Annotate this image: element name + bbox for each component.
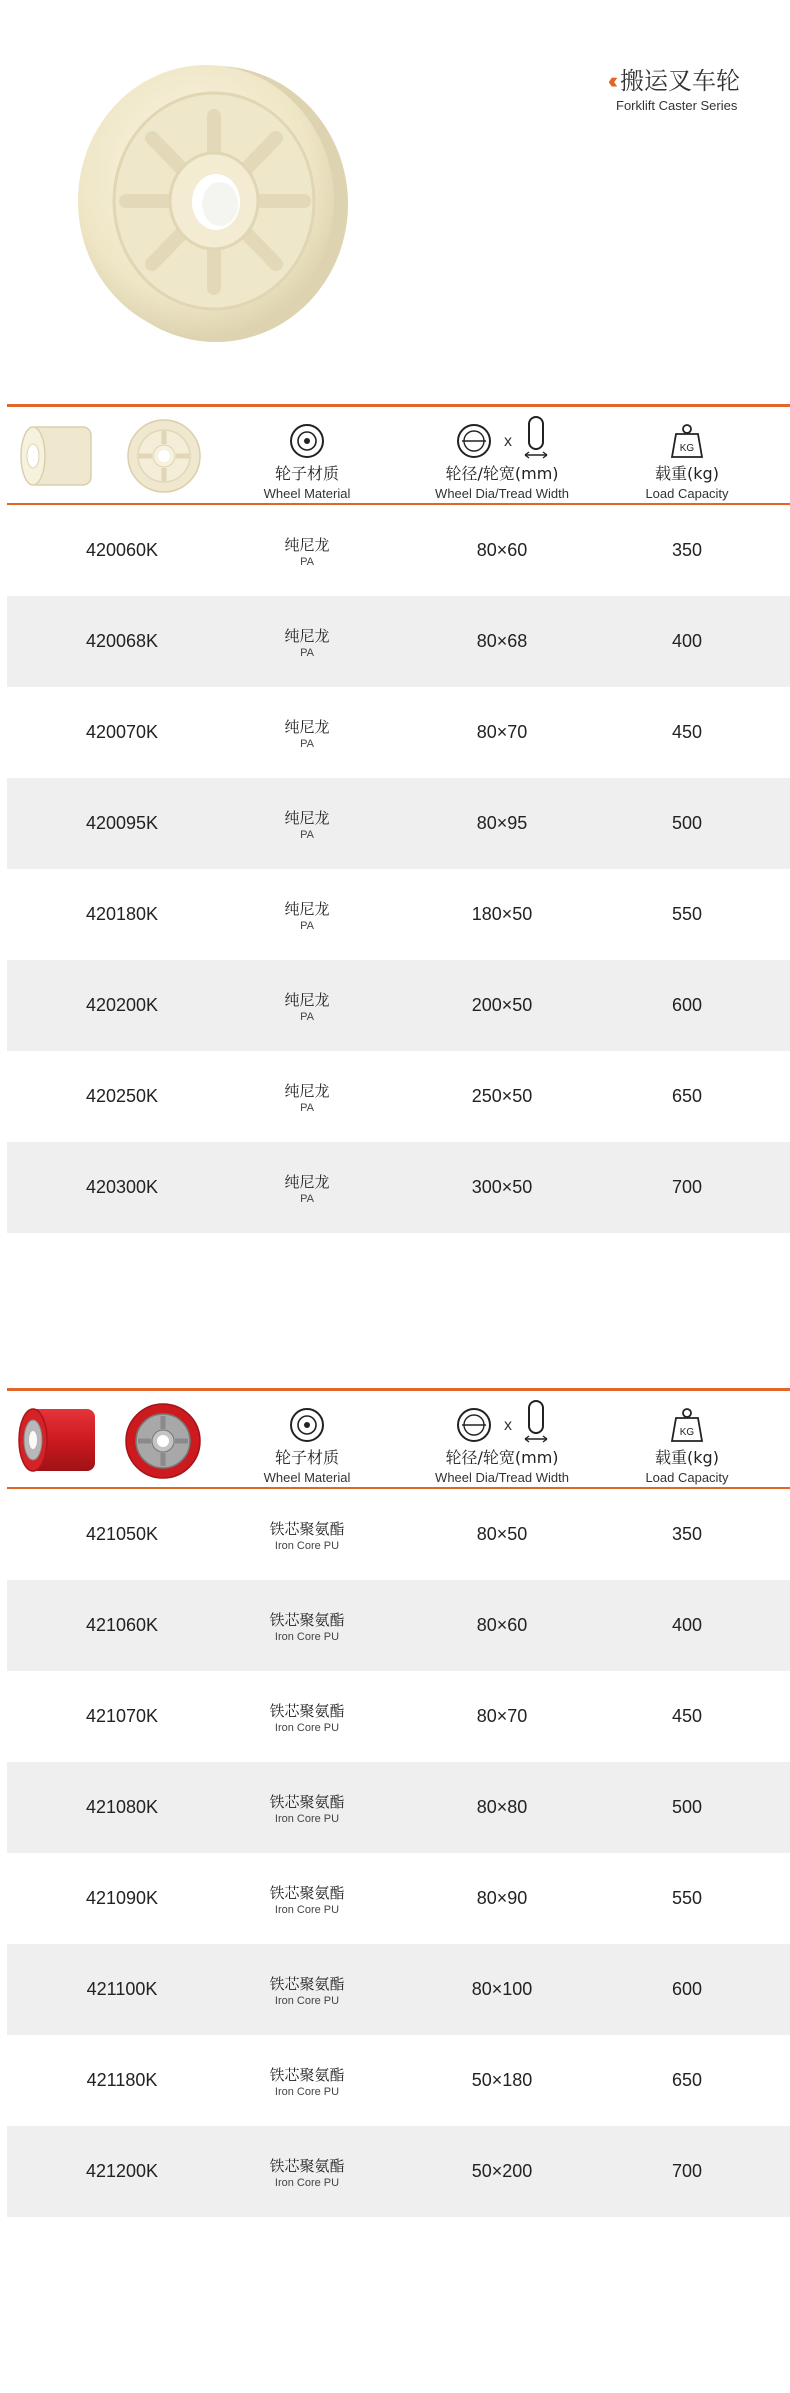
table-row	[7, 1944, 790, 2035]
material-en: PA	[300, 646, 314, 659]
header-dia-zh: 轮径/轮宽(mm)	[445, 1448, 559, 1467]
header-material-en: Wheel Material	[263, 486, 351, 501]
wheel-dimension: 80×50	[476, 1524, 528, 1544]
material-en: Iron Core PU	[274, 1903, 340, 1916]
material-en: PA	[300, 737, 314, 750]
table-row	[7, 869, 790, 960]
wheel-diameter-icon	[456, 1407, 492, 1443]
weight-kg-icon	[670, 423, 704, 459]
material-zh: 纯尼龙	[284, 1172, 330, 1191]
hero-nylon-wheel-image	[64, 56, 354, 346]
wheel-diameter-icon	[456, 423, 492, 459]
column-load-capacity	[612, 1391, 762, 1487]
material-cell	[237, 1762, 377, 1853]
wheel-dimension: 80×70	[476, 1706, 528, 1726]
product-code: 421070K	[85, 1706, 159, 1726]
column-wheel-dimensions	[402, 407, 602, 503]
table-row	[7, 778, 790, 869]
product-code: 420300K	[85, 1177, 159, 1197]
load-capacity: 500	[671, 813, 703, 833]
nylon-table	[7, 404, 790, 1233]
load-capacity: 400	[671, 631, 703, 651]
wheel-dimension: 80×70	[476, 722, 528, 742]
brand-subtitle: Forklift Caster Series	[616, 98, 738, 114]
wheel-dimension: 80×80	[476, 1797, 528, 1817]
product-code: 420200K	[85, 995, 159, 1015]
material-en: Iron Core PU	[274, 1539, 340, 1552]
material-zh: 纯尼龙	[284, 626, 330, 645]
header-load-en: Load Capacity	[645, 1470, 729, 1485]
material-cell	[237, 1489, 377, 1580]
header-material-zh: 轮子材质	[274, 464, 339, 483]
table-row	[7, 596, 790, 687]
material-cell	[237, 960, 377, 1051]
load-capacity: 600	[671, 1979, 703, 1999]
table-row	[7, 505, 790, 596]
material-cell	[237, 1051, 377, 1142]
product-code: 421050K	[85, 1524, 159, 1544]
wheel-dimension: 200×50	[471, 995, 533, 1015]
material-en: PA	[300, 1010, 314, 1023]
wheel-dimension: 180×50	[471, 904, 533, 924]
load-capacity: 600	[671, 995, 703, 1015]
material-zh: 铁芯聚氨酯	[269, 1974, 345, 1993]
load-capacity: 700	[671, 2161, 703, 2181]
material-cell	[237, 2035, 377, 2126]
header-material-en: Wheel Material	[263, 1470, 351, 1485]
times-sign: x	[504, 433, 512, 450]
material-cell	[237, 1671, 377, 1762]
header-load-en: Load Capacity	[645, 486, 729, 501]
material-cell	[237, 869, 377, 960]
weight-kg-icon	[670, 1407, 704, 1443]
material-cell	[237, 596, 377, 687]
product-thumbnails	[7, 1391, 237, 1487]
material-zh: 纯尼龙	[284, 808, 330, 827]
load-capacity: 650	[671, 2070, 703, 2090]
material-zh: 铁芯聚氨酯	[269, 1792, 345, 1811]
product-code: 421180K	[86, 2070, 158, 2090]
material-en: Iron Core PU	[274, 1630, 340, 1643]
material-cell	[237, 1580, 377, 1671]
pu-wheel-side-thumbnail	[15, 1403, 109, 1477]
kg-badge-text: KG	[679, 443, 695, 454]
material-en: PA	[300, 555, 314, 568]
load-capacity: 450	[671, 722, 703, 742]
product-code: 420095K	[85, 813, 159, 833]
material-zh: 纯尼龙	[284, 717, 330, 736]
product-code: 420060K	[85, 540, 159, 560]
header-dia-zh: 轮径/轮宽(mm)	[445, 464, 559, 483]
load-capacity: 550	[671, 904, 703, 924]
material-cell	[237, 2126, 377, 2217]
load-capacity: 650	[671, 1086, 703, 1106]
table-row	[7, 1580, 790, 1671]
product-code: 420180K	[85, 904, 159, 924]
material-en: PA	[300, 828, 314, 841]
wheel-front-icon	[289, 423, 325, 459]
load-capacity: 450	[671, 1706, 703, 1726]
wheel-dimension: 80×90	[476, 1888, 528, 1908]
material-en: PA	[300, 1101, 314, 1114]
wheel-dimension: 250×50	[471, 1086, 533, 1106]
header-dia-en: Wheel Dia/Tread Width	[435, 1470, 569, 1485]
material-en: Iron Core PU	[274, 1994, 340, 2007]
wheel-dimension: 80×95	[476, 813, 528, 833]
table-body	[7, 505, 790, 1233]
material-zh: 铁芯聚氨酯	[269, 2156, 345, 2175]
load-capacity: 400	[671, 1615, 703, 1635]
table-row	[7, 1762, 790, 1853]
material-zh: 纯尼龙	[284, 899, 330, 918]
wheel-dimension: 300×50	[471, 1177, 533, 1197]
material-zh: 纯尼龙	[284, 535, 330, 554]
material-en: PA	[300, 1192, 314, 1205]
header-dia-en: Wheel Dia/Tread Width	[435, 486, 569, 501]
material-zh: 铁芯聚氨酯	[269, 1883, 345, 1902]
product-code: 420068K	[85, 631, 159, 651]
nylon-wheel-front-thumbnail	[125, 417, 203, 495]
table-row	[7, 1671, 790, 1762]
material-en: Iron Core PU	[274, 2085, 340, 2098]
product-code: 421200K	[85, 2161, 159, 2181]
material-zh: 纯尼龙	[284, 990, 330, 1009]
material-cell	[237, 1142, 377, 1233]
material-zh: 铁芯聚氨酯	[269, 1701, 345, 1720]
load-capacity: 500	[671, 1797, 703, 1817]
wheel-dimension: 80×60	[476, 1615, 528, 1635]
column-wheel-material	[242, 407, 372, 503]
column-wheel-material	[242, 1391, 372, 1487]
product-thumbnails	[7, 407, 237, 503]
table-body	[7, 1489, 790, 2217]
material-cell	[237, 1944, 377, 2035]
brand-title: 搬运叉车轮	[619, 67, 740, 95]
pu-wheel-front-thumbnail	[123, 1401, 203, 1481]
tread-width-icon	[524, 415, 548, 459]
wheel-dimension: 80×100	[471, 1979, 533, 1999]
table-row	[7, 1853, 790, 1944]
material-zh: 铁芯聚氨酯	[269, 1519, 345, 1538]
material-en: Iron Core PU	[274, 2176, 340, 2189]
material-cell	[237, 505, 377, 596]
kg-badge-text: KG	[679, 1427, 695, 1438]
nylon-wheel-side-thumbnail	[17, 421, 107, 491]
brand-block	[608, 68, 768, 113]
table-header	[7, 407, 790, 505]
table-row	[7, 1489, 790, 1580]
wheel-dimension: 80×60	[476, 540, 528, 560]
header-load-zh: 载重(kg)	[655, 1448, 719, 1467]
product-code: 421090K	[85, 1888, 159, 1908]
table-row	[7, 1051, 790, 1142]
wheel-dimension: 80×68	[476, 631, 528, 651]
table-row	[7, 960, 790, 1051]
material-zh: 纯尼龙	[284, 1081, 330, 1100]
tread-width-icon	[524, 1399, 548, 1443]
load-capacity: 350	[671, 540, 703, 560]
wheel-front-icon	[289, 1407, 325, 1443]
chevron-left-icon: ‹‹‹	[608, 68, 612, 94]
table-header	[7, 1391, 790, 1489]
wheel-dimension: 50×200	[471, 2161, 533, 2181]
material-en: PA	[300, 919, 314, 932]
column-load-capacity	[612, 407, 762, 503]
material-zh: 铁芯聚氨酯	[269, 1610, 345, 1629]
times-sign: x	[504, 1417, 512, 1434]
product-code: 420070K	[85, 722, 159, 742]
product-code: 421100K	[86, 1979, 158, 1999]
material-cell	[237, 687, 377, 778]
material-cell	[237, 778, 377, 869]
table-row	[7, 2035, 790, 2126]
material-en: Iron Core PU	[274, 1721, 340, 1734]
product-code: 420250K	[85, 1086, 159, 1106]
product-code: 421060K	[85, 1615, 159, 1635]
load-capacity: 350	[671, 1524, 703, 1544]
material-zh: 铁芯聚氨酯	[269, 2065, 345, 2084]
table-row	[7, 2126, 790, 2217]
material-cell	[237, 1853, 377, 1944]
table-row	[7, 687, 790, 778]
column-wheel-dimensions	[402, 1391, 602, 1487]
product-code: 421080K	[85, 1797, 159, 1817]
header-load-zh: 载重(kg)	[655, 464, 719, 483]
iron-core-pu-table	[7, 1388, 790, 2217]
table-row	[7, 1142, 790, 1233]
material-en: Iron Core PU	[274, 1812, 340, 1825]
load-capacity: 700	[671, 1177, 703, 1197]
wheel-dimension: 50×180	[471, 2070, 533, 2090]
header-material-zh: 轮子材质	[274, 1448, 339, 1467]
load-capacity: 550	[671, 1888, 703, 1908]
